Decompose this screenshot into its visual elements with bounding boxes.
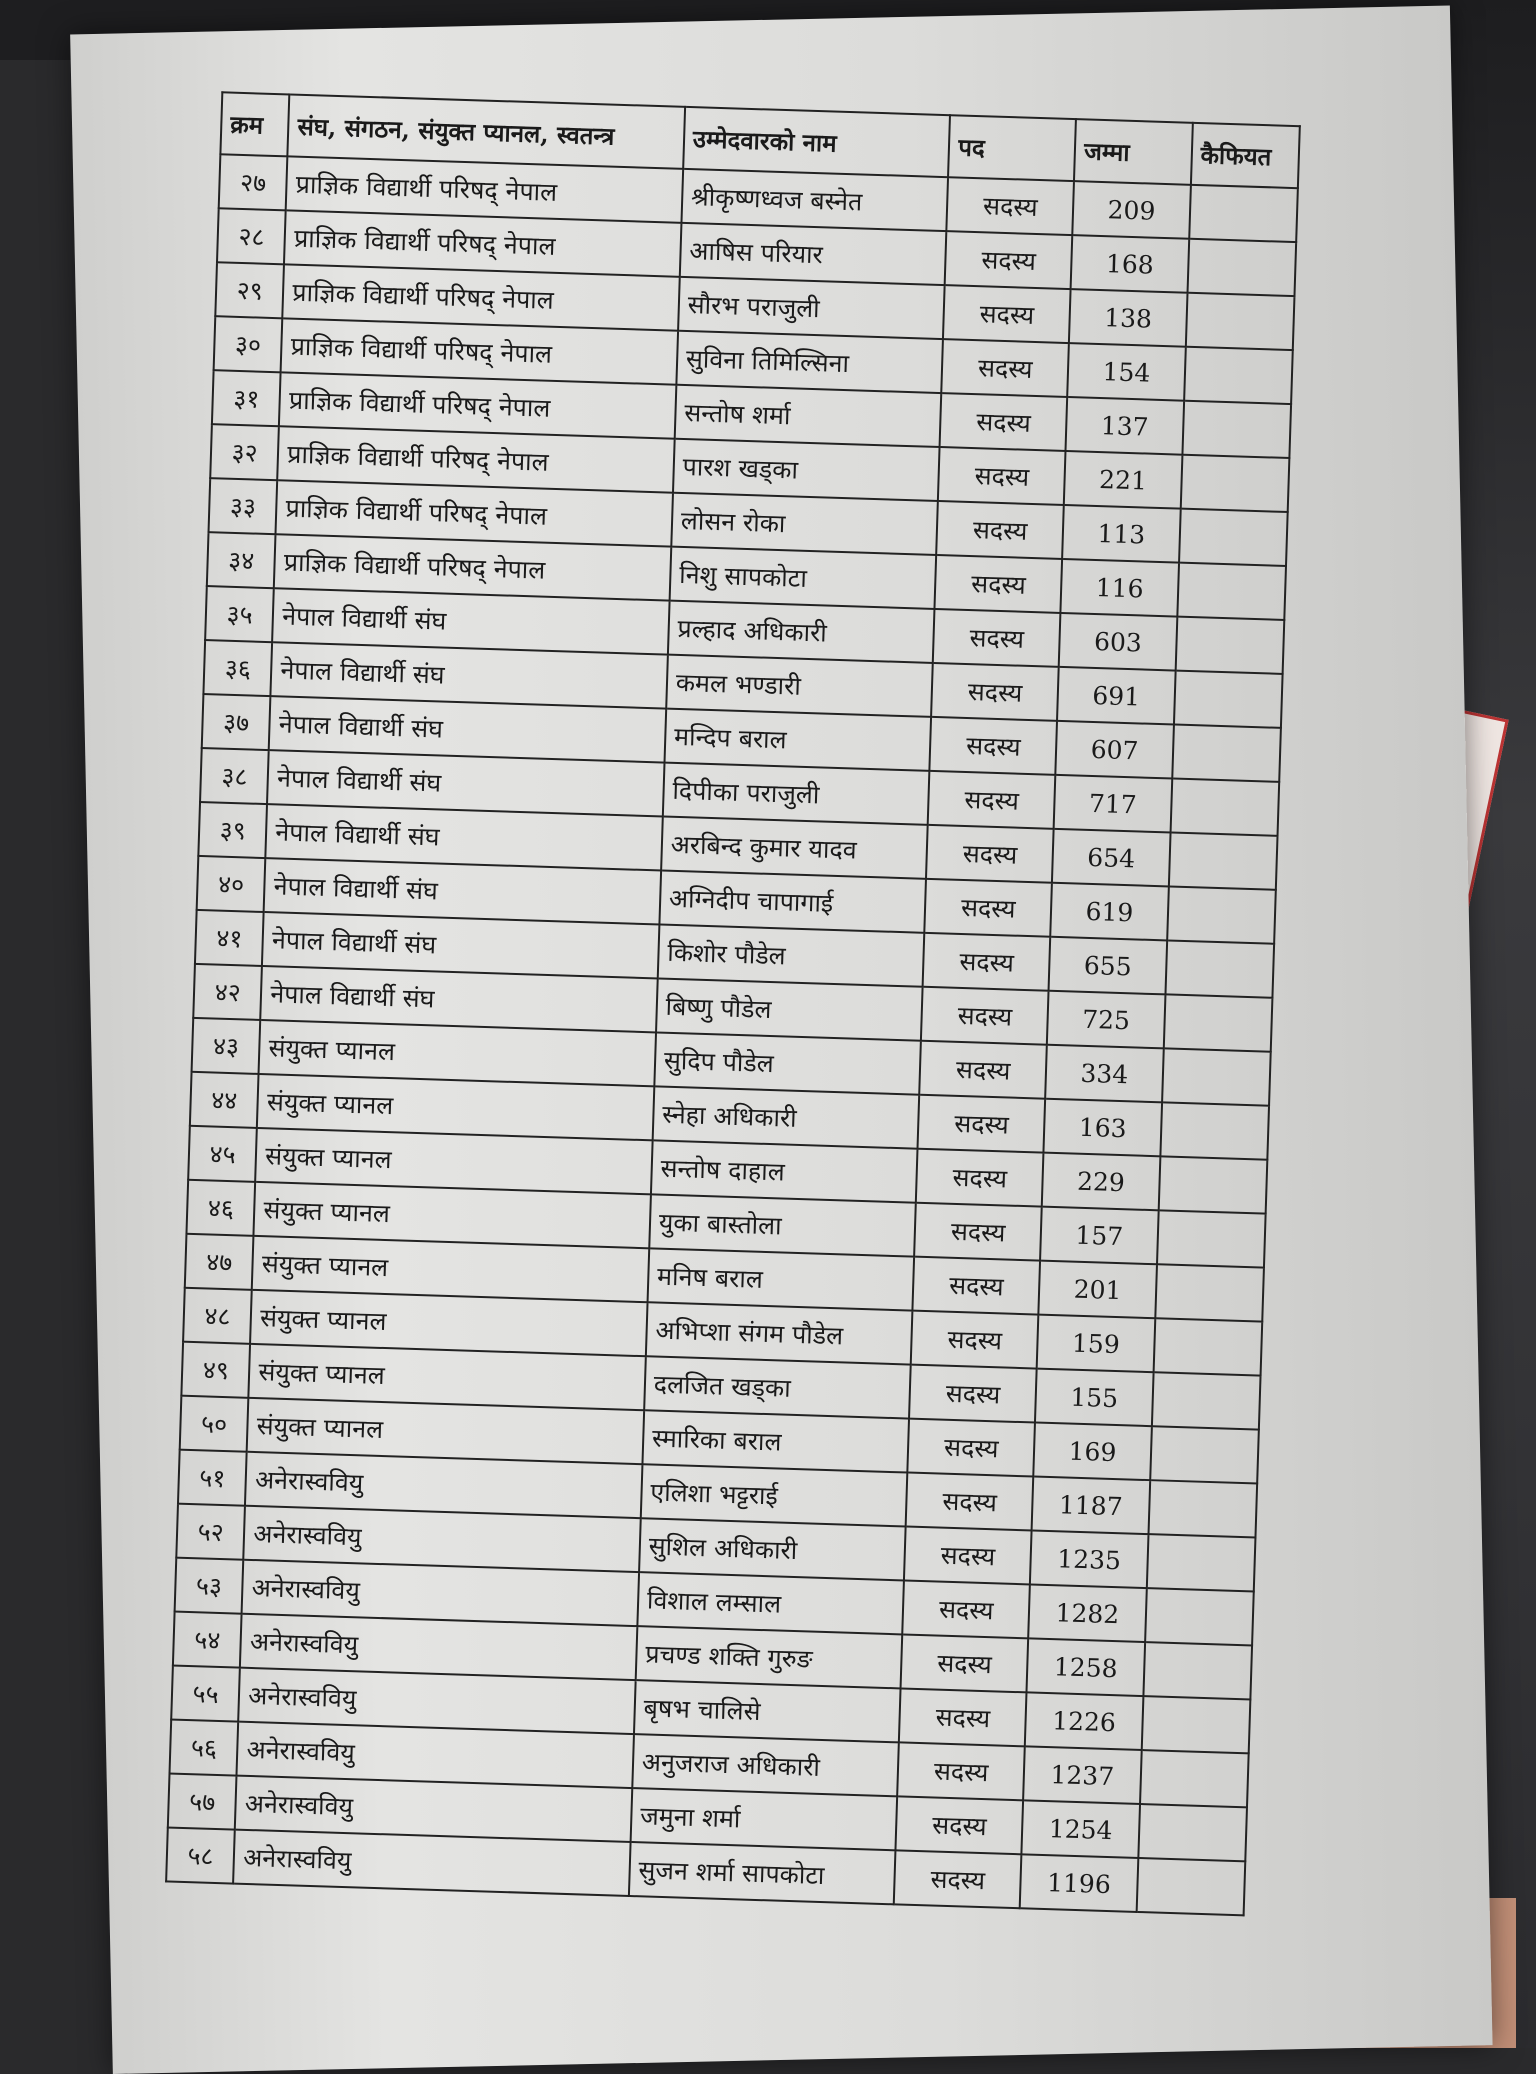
remarks-cell [1160, 1102, 1269, 1159]
organization-cell: नेपाल विद्यार्थी संघ [272, 588, 669, 654]
post-cell: सदस्य [904, 1527, 1031, 1585]
organization-cell: अनेरास्ववियु [242, 1560, 639, 1626]
serial-cell: ५७ [168, 1773, 237, 1829]
organization-cell: प्राज्ञिक विद्यार्थी परिषद् नेपाल [283, 264, 680, 330]
post-cell: सदस्य [920, 1041, 1047, 1099]
candidate-name-cell: स्नेहा अधिकारी [652, 1086, 919, 1148]
candidate-name-cell: बिष्णु पौडेल [656, 978, 923, 1040]
total-votes-cell: 654 [1052, 829, 1170, 887]
remarks-cell [1152, 1372, 1261, 1429]
organization-cell: नेपाल विद्यार्थी संघ [262, 912, 659, 978]
organization-cell: नेपाल विद्यार्थी संघ [264, 858, 661, 924]
remarks-cell [1167, 886, 1276, 943]
serial-cell: ३१ [212, 370, 281, 426]
organization-cell: अनेरास्ववियु [245, 1452, 642, 1518]
remarks-cell [1172, 725, 1281, 782]
serial-cell: ४६ [186, 1180, 255, 1236]
organization-cell: अनेरास्ववियु [240, 1614, 637, 1680]
post-cell: सदस्य [896, 1796, 1023, 1854]
organization-cell: नेपाल विद्यार्थी संघ [271, 642, 668, 708]
total-votes-cell: 137 [1066, 397, 1184, 455]
total-votes-cell: 619 [1050, 883, 1168, 941]
post-cell: सदस्य [923, 933, 1050, 991]
post-cell: सदस्य [921, 987, 1048, 1045]
organization-cell: प्राज्ञिक विद्यार्थी परिषद् नेपाल [284, 210, 681, 276]
candidate-name-cell: सुविना तिमिल्सिना [676, 331, 943, 393]
candidate-name-cell: मनिष बराल [647, 1248, 914, 1310]
post-cell: सदस्य [943, 285, 1070, 343]
serial-cell: ३० [214, 316, 283, 372]
organization-cell: नेपाल विद्यार्थी संघ [269, 696, 666, 762]
post-cell: सदस्य [914, 1203, 1041, 1261]
total-votes-cell: 155 [1035, 1369, 1153, 1427]
serial-cell: ४८ [183, 1288, 252, 1344]
serial-cell: ५४ [173, 1612, 242, 1668]
remarks-cell [1182, 401, 1291, 458]
remarks-cell [1138, 1804, 1247, 1861]
serial-cell: ४१ [195, 910, 264, 966]
remarks-cell [1177, 563, 1286, 620]
post-cell: सदस्य [898, 1742, 1025, 1800]
total-votes-cell: 1235 [1030, 1530, 1148, 1588]
organization-cell: संयुक्त प्यानल [259, 1020, 656, 1086]
total-votes-cell: 334 [1045, 1045, 1163, 1103]
organization-cell: अनेरास्ववियु [235, 1776, 632, 1842]
candidate-name-cell: युका बास्तोला [649, 1194, 916, 1256]
serial-cell: ३८ [200, 748, 269, 804]
serial-cell: ४५ [188, 1126, 257, 1182]
remarks-cell [1157, 1210, 1266, 1267]
post-cell: सदस्य [931, 663, 1058, 721]
candidate-name-cell: एलिशा भट्टराई [641, 1464, 908, 1526]
serial-cell: ४२ [193, 964, 262, 1020]
total-votes-cell: 1237 [1023, 1746, 1141, 1804]
total-votes-cell: 154 [1067, 343, 1185, 401]
remarks-cell [1150, 1426, 1259, 1483]
serial-cell: ५३ [175, 1558, 244, 1614]
candidate-name-cell: निशु सापकोटा [669, 547, 936, 609]
organization-cell: प्राज्ञिक विद्यार्थी परिषद् नेपाल [277, 426, 674, 492]
candidate-name-cell: किशोर पौडेल [658, 924, 925, 986]
paper-sheet [70, 6, 1492, 2074]
total-votes-cell: 1258 [1027, 1638, 1145, 1696]
total-votes-cell: 116 [1061, 559, 1179, 617]
candidate-name-cell: अरबिन्द कुमार यादव [661, 817, 928, 879]
serial-cell: ३५ [205, 586, 274, 642]
post-cell: सदस्य [909, 1365, 1036, 1423]
post-cell: सदस्य [928, 771, 1055, 829]
organization-cell: नेपाल विद्यार्थी संघ [267, 750, 664, 816]
post-cell: सदस्य [913, 1257, 1040, 1315]
remarks-cell [1179, 509, 1288, 566]
organization-cell: नेपाल विद्यार्थी संघ [266, 804, 663, 870]
table-body [166, 154, 1298, 1915]
total-votes-cell: 1254 [1022, 1800, 1140, 1858]
total-votes-cell: 607 [1055, 721, 1173, 779]
serial-cell: २८ [217, 208, 286, 264]
organization-cell: अनेरास्ववियु [233, 1830, 630, 1896]
remarks-cell [1169, 832, 1278, 889]
post-cell: सदस्य [903, 1580, 1030, 1638]
remarks-cell [1147, 1534, 1256, 1591]
serial-cell: ३२ [210, 424, 279, 480]
post-cell: सदस्य [926, 825, 1053, 883]
candidate-name-cell: आषिस परियार [680, 223, 947, 285]
candidate-name-cell: सुजन शर्मा सापकोटा [629, 1842, 896, 1904]
organization-cell: अनेरास्ववियु [238, 1668, 635, 1734]
remarks-cell [1170, 778, 1279, 835]
post-cell: सदस्य [916, 1149, 1043, 1207]
remarks-cell [1189, 185, 1298, 242]
total-votes-cell: 655 [1049, 937, 1167, 995]
candidate-name-cell: कमल भण्डारी [666, 655, 933, 717]
serial-cell: ४९ [181, 1342, 250, 1398]
remarks-cell [1174, 671, 1283, 728]
total-votes-cell: 138 [1069, 289, 1187, 347]
serial-cell: ३४ [207, 532, 276, 588]
candidate-name-cell: विशाल लम्साल [637, 1572, 904, 1634]
remarks-cell [1136, 1858, 1245, 1915]
total-votes-cell: 691 [1057, 667, 1175, 725]
total-votes-cell: 209 [1072, 181, 1190, 239]
serial-cell: ५६ [170, 1720, 239, 1776]
serial-cell: ४४ [190, 1072, 259, 1128]
candidate-name-cell: अनुजराज अधिकारी [632, 1734, 899, 1796]
candidate-name-cell: सौरभ पराजुली [678, 277, 945, 339]
remarks-cell [1186, 293, 1295, 350]
post-cell: सदस्य [942, 339, 1069, 397]
candidate-name-cell: पारश खड्का [673, 439, 940, 501]
results-table [165, 91, 1301, 1916]
post-cell: सदस्य [937, 501, 1064, 559]
post-cell: सदस्य [911, 1311, 1038, 1369]
serial-cell: ५१ [178, 1450, 247, 1506]
organization-cell: संयुक्त प्यानल [257, 1074, 654, 1140]
post-cell: सदस्य [947, 177, 1074, 235]
remarks-cell [1163, 994, 1272, 1051]
candidate-name-cell: जमुना शर्मा [630, 1788, 897, 1850]
serial-cell: ३६ [203, 640, 272, 696]
serial-cell: ४० [197, 856, 266, 912]
serial-cell: ४७ [185, 1234, 254, 1290]
organization-cell: प्राज्ञिक विद्यार्थी परिषद् नेपाल [279, 372, 676, 438]
candidate-name-cell: सुदिप पौडेल [654, 1032, 921, 1094]
header-organization: संघ, संगठन, संयुक्त प्यानल, स्वतन्त्र [288, 94, 685, 168]
remarks-cell [1155, 1264, 1264, 1321]
remarks-cell [1148, 1480, 1257, 1537]
post-cell: सदस्य [901, 1634, 1028, 1692]
candidate-name-cell: बृषभ चालिसे [634, 1680, 901, 1742]
candidate-name-cell: स्मारिका बराल [642, 1410, 909, 1472]
total-votes-cell: 1226 [1025, 1692, 1143, 1750]
total-votes-cell: 1196 [1020, 1854, 1138, 1912]
total-votes-cell: 1187 [1032, 1476, 1150, 1534]
post-cell: सदस्य [918, 1095, 1045, 1153]
remarks-cell [1175, 617, 1284, 674]
organization-cell: नेपाल विद्यार्थी संघ [261, 966, 658, 1032]
remarks-cell [1158, 1156, 1267, 1213]
total-votes-cell: 201 [1039, 1261, 1157, 1319]
total-votes-cell: 229 [1042, 1153, 1160, 1211]
total-votes-cell: 159 [1037, 1315, 1155, 1373]
total-votes-cell: 603 [1059, 613, 1177, 671]
post-cell: सदस्य [935, 555, 1062, 613]
total-votes-cell: 725 [1047, 991, 1165, 1049]
serial-cell: २९ [215, 262, 284, 318]
candidate-name-cell: प्रचण्ड शक्ति गुरुङ [636, 1626, 903, 1688]
remarks-cell [1165, 940, 1274, 997]
organization-cell: संयुक्त प्यानल [249, 1344, 646, 1410]
header-serial: क्रम [220, 92, 289, 156]
candidate-name-cell: दलजित खड्का [644, 1356, 911, 1418]
candidate-name-cell: दिपीका पराजुली [663, 763, 930, 825]
serial-cell: ३९ [198, 802, 267, 858]
total-votes-cell: 1282 [1028, 1584, 1146, 1642]
post-cell: सदस्य [906, 1473, 1033, 1531]
post-cell: सदस्य [925, 879, 1052, 937]
candidate-name-cell: सुशिल अधिकारी [639, 1518, 906, 1580]
post-cell: सदस्य [945, 231, 1072, 289]
candidate-name-cell: मन्दिप बराल [664, 709, 931, 771]
remarks-cell [1153, 1318, 1262, 1375]
total-votes-cell: 113 [1062, 505, 1180, 563]
organization-cell: प्राज्ञिक विद्यार्थी परिषद् नेपाल [274, 534, 671, 600]
organization-cell: अनेरास्ववियु [237, 1722, 634, 1788]
remarks-cell [1145, 1588, 1254, 1645]
serial-cell: ३७ [202, 694, 271, 750]
organization-cell: संयुक्त प्यानल [252, 1236, 649, 1302]
serial-cell: २७ [219, 154, 288, 210]
serial-cell: ४३ [192, 1018, 261, 1074]
results-sheet [165, 91, 1301, 1916]
remarks-cell [1140, 1750, 1249, 1807]
organization-cell: संयुक्त प्यानल [247, 1398, 644, 1464]
organization-cell: प्राज्ञिक विद्यार्थी परिषद् नेपाल [286, 156, 683, 222]
candidate-name-cell: लोसन रोका [671, 493, 938, 555]
candidate-name-cell: श्रीकृष्णध्वज बस्नेत [681, 169, 948, 231]
post-cell: सदस्य [899, 1688, 1026, 1746]
header-total: जम्मा [1074, 119, 1192, 185]
remarks-cell [1143, 1642, 1252, 1699]
total-votes-cell: 163 [1044, 1099, 1162, 1157]
post-cell: सदस्य [938, 447, 1065, 505]
candidate-name-cell: सन्तोष दाहाल [651, 1140, 918, 1202]
organization-cell: प्राज्ञिक विद्यार्थी परिषद् नेपाल [281, 318, 678, 384]
header-remarks: कैफियत [1191, 123, 1300, 188]
organization-cell: अनेरास्ववियु [244, 1506, 641, 1572]
remarks-cell [1180, 455, 1289, 512]
organization-cell: प्राज्ञिक विद्यार्थी परिषद् नेपाल [276, 480, 673, 546]
candidate-name-cell: सन्तोष शर्मा [675, 385, 942, 447]
total-votes-cell: 157 [1040, 1207, 1158, 1265]
candidate-name-cell: अभिप्शा संगम पौडेल [646, 1302, 913, 1364]
remarks-cell [1187, 239, 1296, 296]
organization-cell: संयुक्त प्यानल [250, 1290, 647, 1356]
serial-cell: ५२ [176, 1504, 245, 1560]
post-cell: सदस्य [930, 717, 1057, 775]
serial-cell: ५८ [166, 1827, 235, 1883]
header-candidate-name: उम्मेदवारको नाम [683, 107, 950, 177]
remarks-cell [1184, 347, 1293, 404]
total-votes-cell: 168 [1071, 235, 1189, 293]
total-votes-cell: 169 [1033, 1423, 1151, 1481]
remarks-cell [1162, 1048, 1271, 1105]
candidate-name-cell: अग्निदीप चापागाई [659, 870, 926, 932]
total-votes-cell: 717 [1054, 775, 1172, 833]
post-cell: सदस्य [933, 609, 1060, 667]
header-post: पद [948, 115, 1076, 181]
serial-cell: ५५ [171, 1666, 240, 1722]
candidate-name-cell: प्रल्हाद अधिकारी [668, 601, 935, 663]
remarks-cell [1141, 1696, 1250, 1753]
serial-cell: ५० [180, 1396, 249, 1452]
post-cell: सदस्य [894, 1850, 1021, 1908]
post-cell: सदस्य [940, 393, 1067, 451]
total-votes-cell: 221 [1064, 451, 1182, 509]
post-cell: सदस्य [908, 1419, 1035, 1477]
serial-cell: ३३ [209, 478, 278, 534]
organization-cell: संयुक्त प्यानल [254, 1182, 651, 1248]
organization-cell: संयुक्त प्यानल [255, 1128, 652, 1194]
